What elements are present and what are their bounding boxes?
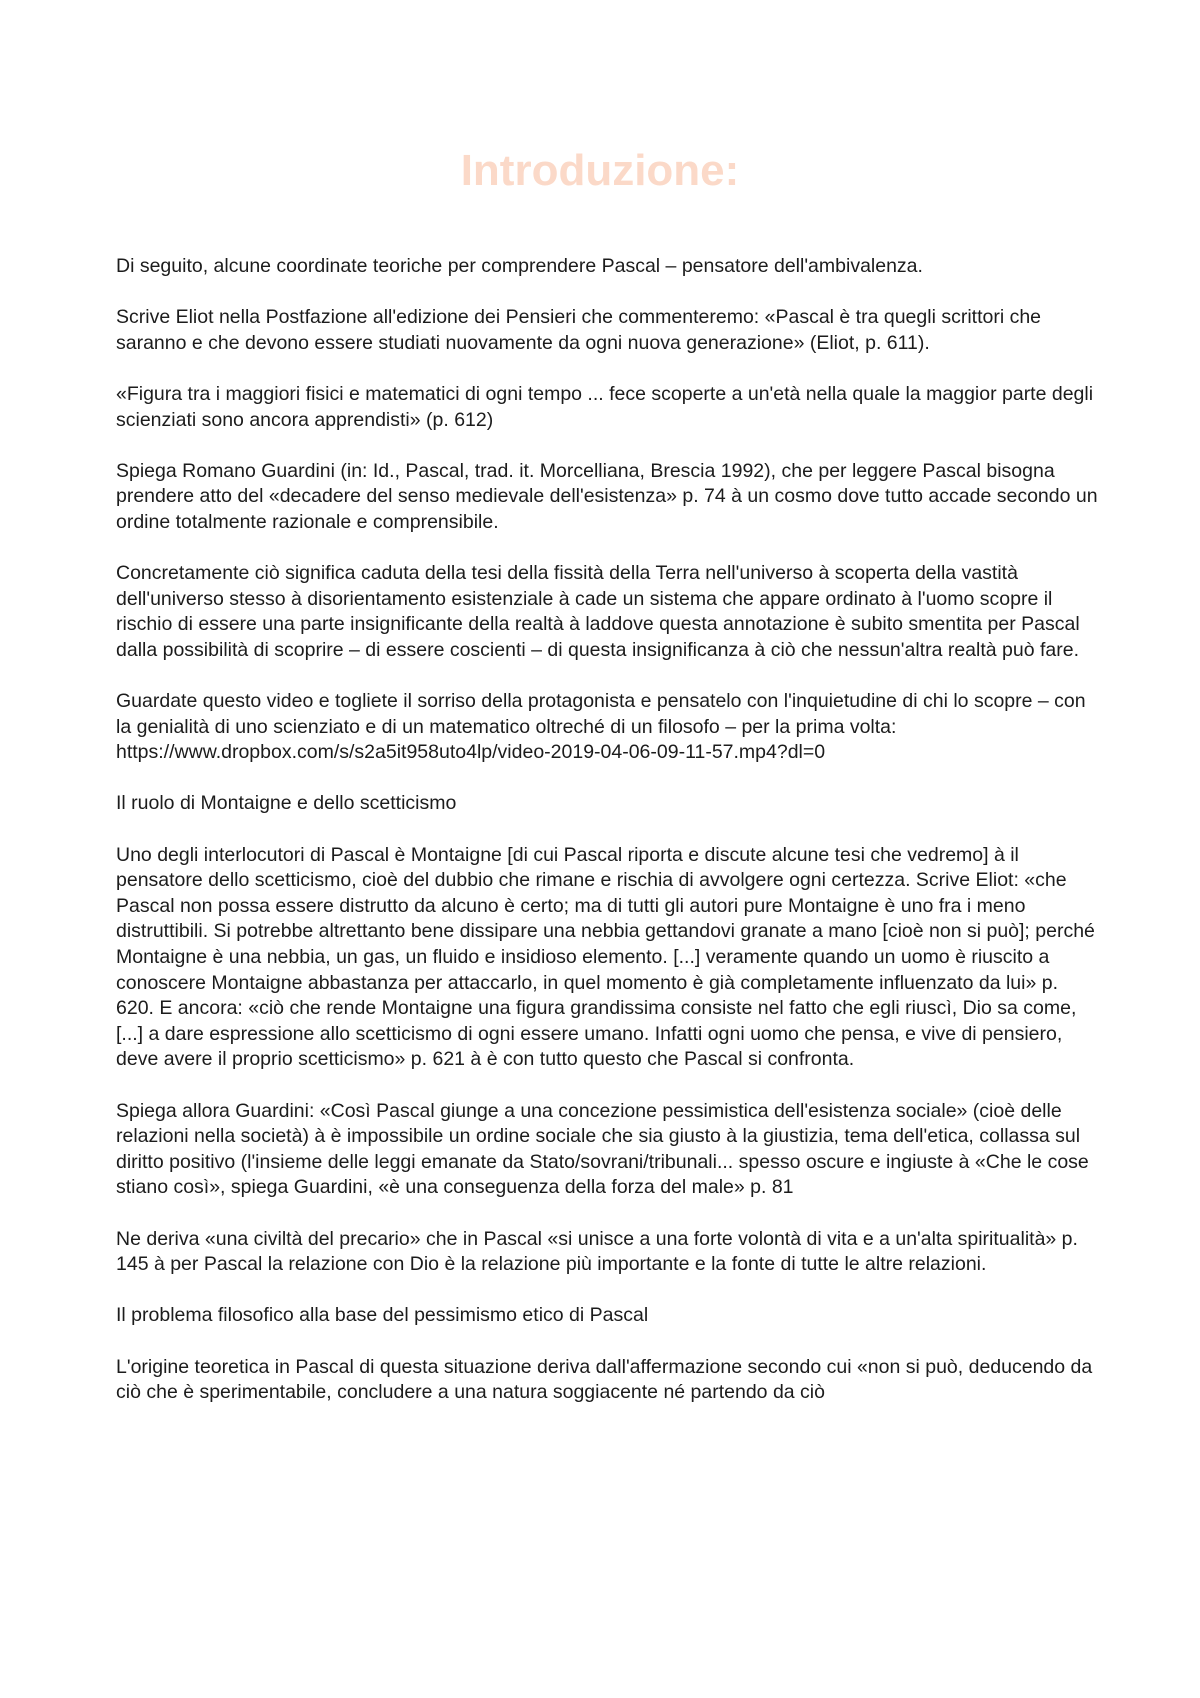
section-heading-montaigne: Il ruolo di Montaigne e dello scetticismo — [116, 792, 457, 815]
paragraph-guardini-pessimism: Spiega allora Guardini: «Così Pascal giunge a una concezione pessimistica dell'esistenza sociale» (cioè delle relazioni nella società) à è impossibile un ordine sociale che sia giusto à la giustizia, tema dell'etica, collassa sul diritto positivo (l'insieme delle leggi emanate da Stato/sovrani/tribunali... spesso oscure e ingiuste à «Che le cose stiano così», spiega Guardini, «è una conseguenza della forza del male» p. 81 — [116, 1099, 1089, 1199]
section-heading-problema: Il problema filosofico alla base del pessimismo etico di Pascal — [116, 1304, 649, 1327]
paragraph-guardini: Spiega Romano Guardini (in: Id., Pascal, trad. it. Morcelliana, Brescia 1992), che per leggere Pascal bisogna prendere atto del «decadere del senso medievale dell'esistenza» p. 74 à un cosmo dove tutto accade secondo un ordine totalmente razionale e comprensibile. — [116, 459, 1098, 533]
paragraph-figura: «Figura tra i maggiori fisici e matematici di ogni tempo ... fece scoperte a un'età nella quale la maggior parte degli scienziati sono ancora apprendisti» (p. 612) — [116, 382, 1094, 431]
paragraph-origine: L'origine teoretica in Pascal di questa situazione deriva dall'affermazione secondo cui «non si può, deducendo da ciò che è sperimentabile, concludere a una natura soggiacente né partendo da ciò — [116, 1355, 1093, 1404]
paragraph-intro: Di seguito, alcune coordinate teoriche per comprendere Pascal – pensatore dell'ambivalenza. — [116, 255, 923, 277]
page-title: Introduzione: — [460, 146, 740, 195]
paragraph-montaigne: Uno degli interlocutori di Pascal è Montaigne [di cui Pascal riporta e discute alcune tesi che vedremo] à il pensatore dello scetticismo, cioè del dubbio che rimane e rischia di avvolgere ogni certezza. Scrive Eliot: «che Pascal non possa essere distrutto da alcuno è certo; ma di tutti gli autori pure Montaigne è uno fra i meno distruttibili. Si potrebbe altrettanto bene dissipare una nebbia gettandovi granate a mano [cioè non si può]; perché Montaigne è una nebbia, un gas, un fluido e insidioso elemento. [...] veramente quando un uomo è riuscito a conoscere Montaigne abbastanza per attaccarlo, in quel momento è già completamente influenzato da lui» p. 620. E ancora: «ciò che rende Montaigne una figura grandissima consiste nel fatto che egli riuscì, Dio sa come, [...] a dare espressione allo scetticismo di ogni essere umano. Infatti ogni uomo che pensa, e vive di pensiero, deve avere il proprio scetticismo» p. 621 à è con tutto questo che Pascal si confronta. — [116, 843, 1095, 1071]
paragraph-civilta: Ne deriva «una civiltà del precario» che in Pascal «si unisce a una forte volontà di vita e a un'alta spiritualità» p. 145 à per Pascal la relazione con Dio è la relazione più importante e la fonte di tutte le altre relazioni. — [116, 1227, 1078, 1276]
paragraph-concretamente: Concretamente ciò significa caduta della tesi della fissità della Terra nell'universo à scoperta della vastità dell'universo stesso à disorientamento esistenziale à cade un sistema che appare ordinato à l'uomo scopre il rischio di essere una parte insignificante della realtà à laddove questa annotazione è subito smentita per Pascal dalla possibilità di scoprire – di essere coscienti – di questa insignificanza à ciò che nessun'altra realtà può fare. — [116, 562, 1080, 661]
paragraph-video: Guardate questo video e togliete il sorriso della protagonista e pensatelo con l'inquietudine di chi lo scopre – con la genialità di uno scienziato e di un matematico oltreché di un filosofo – per la prima volta: https://www.dropbox.com/s/s2a5it958uto4lp/video-2019-04-06-09-11-57.mp4?dl=0 — [116, 690, 1086, 764]
document-body — [116, 254, 1101, 1431]
paragraph-eliot-quote: Scrive Eliot nella Postfazione all'edizione dei Pensieri che commenteremo: «Pascal è tra quegli scrittori che saranno e che devono essere studiati nuovamente da ogni nuova generazione» (Eliot, p. 611). — [116, 306, 1042, 354]
